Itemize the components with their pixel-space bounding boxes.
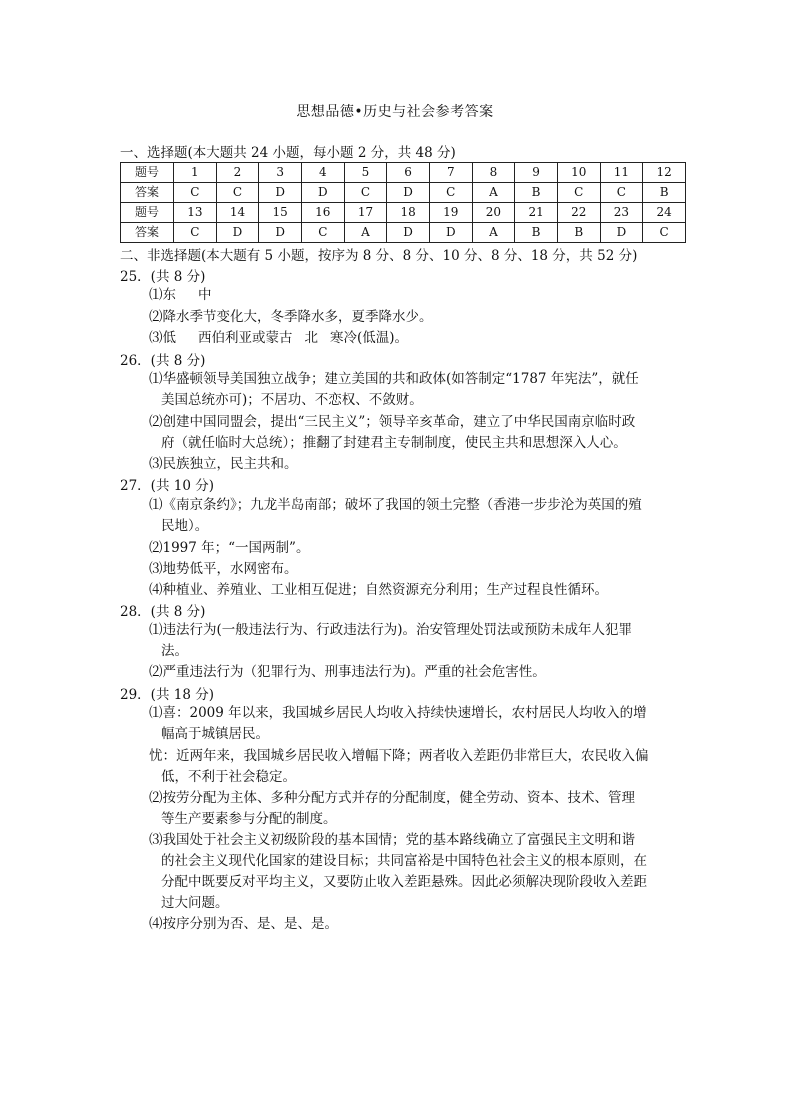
table-cell: 3 <box>259 163 302 183</box>
table-cell: 15 <box>259 203 302 223</box>
q25-answer-3 <box>149 327 669 349</box>
table-cell: 6 <box>387 163 430 183</box>
table-cell: B <box>515 223 558 243</box>
table-cell: 13 <box>174 203 217 223</box>
q26-title: 26．(共 8 分) <box>120 353 206 369</box>
table-cell: 9 <box>515 163 558 183</box>
table-cell: C <box>429 183 472 203</box>
table-cell: 7 <box>429 163 472 183</box>
table-cell: 1 <box>174 163 217 183</box>
answer-table <box>120 162 686 243</box>
q29-answer-3-line3: 分配中既要反对平均主义，又要防止收入差距悬殊。因此必须解决现阶段收入差距 <box>161 874 647 890</box>
q25-a3-part1: ⑶低 <box>149 330 176 346</box>
table-cell: C <box>216 183 259 203</box>
q27-answer-1-line1: ⑴《南京条约》；九龙半岛南部；破坏了我国的领土完整（香港一步步沦为英国的殖 <box>149 497 642 513</box>
table-cell: 16 <box>301 203 344 223</box>
q25-title: 25．(共 8 分) <box>120 269 206 285</box>
table-cell: 18 <box>387 203 430 223</box>
q29-answer-1b-line1: 忧：近两年来，我国城乡居民收入增幅下降；两者收入差距仍非常巨大，农民收入偏 <box>149 748 649 764</box>
table-cell: D <box>387 223 430 243</box>
q26-answer-1-line2: 美国总统亦可)；不居功、不恋权、不敛财。 <box>161 392 423 408</box>
q25-answer-1 <box>149 284 669 306</box>
table-cell: 24 <box>643 203 686 223</box>
table-cell: C <box>174 183 217 203</box>
table-row <box>121 163 686 183</box>
table-cell: C <box>643 223 686 243</box>
q27-answer-4: ⑷种植业、养殖业、工业相互促进；自然资源充分利用；生产过程良性循环。 <box>149 582 608 598</box>
row-label-question: 题号 <box>121 203 174 223</box>
page-title: 思想品德•历史与社会参考答案 <box>296 104 494 120</box>
q29-answer-1-line1: ⑴喜：2009 年以来，我国城乡居民人均收入持续快速增长，农村居民人均收入的增 <box>149 705 647 721</box>
q29-title: 29．(共 18 分) <box>120 687 214 703</box>
q25-a3-part3: 北 <box>304 330 318 346</box>
table-cell: D <box>387 183 430 203</box>
table-cell: C <box>600 183 643 203</box>
table-row <box>121 223 686 243</box>
table-cell: 21 <box>515 203 558 223</box>
row-label-question: 题号 <box>121 163 174 183</box>
q29-answer-4: ⑷按序分别为否、是、是、是。 <box>149 916 338 932</box>
table-cell: 12 <box>643 163 686 183</box>
table-cell: B <box>643 183 686 203</box>
q26-answer-1-line1: ⑴华盛顿领导美国独立战争；建立美国的共和政体(如答制定“1787 年宪法”，就任 <box>149 371 639 387</box>
table-cell: A <box>472 183 515 203</box>
q28-answer-1-line2: 法。 <box>161 643 188 659</box>
table-cell: D <box>216 223 259 243</box>
q28-answer-2: ⑵严重违法行为（犯罪行为、刑事违法行为)。严重的社会危害性。 <box>149 664 546 680</box>
table-cell: D <box>259 223 302 243</box>
table-cell: C <box>344 183 387 203</box>
table-cell: 20 <box>472 203 515 223</box>
q29-answer-3-line4: 过大问题。 <box>161 895 229 911</box>
q29-answer-3-line2: 的社会主义现代化国家的建设目标；共同富裕是中国特色社会主义的根本原则，在 <box>161 853 647 869</box>
table-cell: 14 <box>216 203 259 223</box>
q29-answer-1-line2: 幅高于城镇居民。 <box>161 726 269 742</box>
table-cell: 4 <box>301 163 344 183</box>
q28-answer-1-line1: ⑴违法行为(一般违法行为、行政违法行为)。治安管理处罚法或预防未成年人犯罪 <box>149 622 633 638</box>
q29-answer-3-line1: ⑶我国处于社会主义初级阶段的基本国情；党的基本路线确立了富强民主文明和谐 <box>149 832 635 848</box>
row-label-answer: 答案 <box>121 183 174 203</box>
q29-answer-1b-line2: 低，不利于社会稳定。 <box>161 769 296 785</box>
table-row <box>121 183 686 203</box>
table-cell: D <box>259 183 302 203</box>
table-cell: 22 <box>557 203 600 223</box>
table-cell: C <box>557 183 600 203</box>
q25-a3-part4: 寒冷(低温)。 <box>330 330 409 346</box>
section1-heading: 一、选择题(本大题共 24 小题，每小题 2 分，共 48 分) <box>120 145 456 161</box>
table-cell: 5 <box>344 163 387 183</box>
table-cell: D <box>429 223 472 243</box>
q25-a1-label: ⑴东 <box>149 287 176 303</box>
q26-answer-2-line2: 府（就任临时大总统）；推翻了封建君主专制制度，使民主共和思想深入人心。 <box>161 435 627 451</box>
q29-answer-2-line2: 等生产要素参与分配的制度。 <box>161 811 337 827</box>
table-cell: 10 <box>557 163 600 183</box>
q27-answer-2: ⑵1997 年；“一国两制”。 <box>149 540 310 556</box>
table-cell: 23 <box>600 203 643 223</box>
table-cell: B <box>557 223 600 243</box>
table-cell: D <box>600 223 643 243</box>
table-cell: 19 <box>429 203 472 223</box>
table-row <box>121 203 686 223</box>
q26-answer-3: ⑶民族独立，民主共和。 <box>149 456 298 472</box>
q25-answer-2: ⑵降水季节变化大，冬季降水多，夏季降水少。 <box>149 309 433 325</box>
table-cell: A <box>344 223 387 243</box>
q27-answer-1-line2: 民地）。 <box>161 518 209 534</box>
row-label-answer: 答案 <box>121 223 174 243</box>
table-cell: 11 <box>600 163 643 183</box>
section2-heading: 二、非选择题(本大题有 5 小题，按序为 8 分、8 分、10 分、8 分、18 分，共 52 分) <box>120 248 638 264</box>
table-cell: 2 <box>216 163 259 183</box>
table-cell: C <box>174 223 217 243</box>
q28-title: 28．(共 8 分) <box>120 604 206 620</box>
q26-answer-2-line1: ⑵创建中国同盟会，提出“三民主义”；领导辛亥革命，建立了中华民国南京临时政 <box>149 414 636 430</box>
table-cell: 8 <box>472 163 515 183</box>
q27-title: 27．(共 10 分) <box>120 478 214 494</box>
table-cell: D <box>301 183 344 203</box>
table-cell: A <box>472 223 515 243</box>
table-cell: B <box>515 183 558 203</box>
q25-a1-rest: 中 <box>198 287 212 303</box>
q29-answer-2-line1: ⑵按劳分配为主体、多种分配方式并存的分配制度，健全劳动、资本、技术、管理 <box>149 790 635 806</box>
q27-answer-3: ⑶地势低平，水网密布。 <box>149 561 298 577</box>
q25-a3-part2: 西伯利亚或蒙古 <box>198 330 293 346</box>
table-cell: 17 <box>344 203 387 223</box>
table-cell: C <box>301 223 344 243</box>
